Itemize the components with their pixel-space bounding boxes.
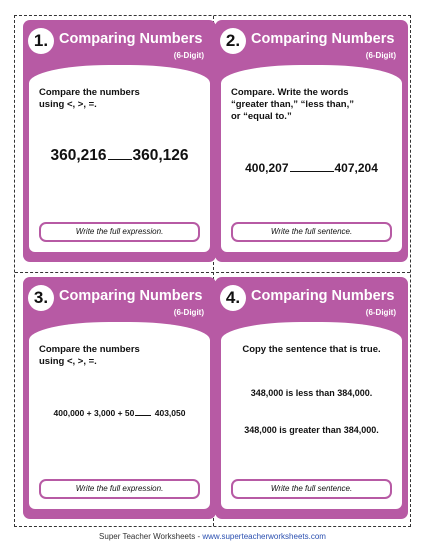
question-text: Compare the numbers using <, >, =.	[39, 87, 140, 110]
right-value: 407,204	[334, 161, 378, 175]
question-text	[231, 87, 395, 123]
left-value: 360,216	[50, 147, 107, 164]
answer-box: Write the full sentence.	[231, 222, 392, 242]
card-title: Comparing Numbers	[59, 31, 203, 47]
task-card-1	[23, 20, 216, 262]
card-number: 1.	[28, 28, 54, 54]
footer-text: Super Teacher Worksheets -	[99, 532, 203, 541]
answer-blank	[108, 159, 132, 160]
card-panel	[29, 322, 210, 509]
card-panel	[221, 65, 402, 252]
left-value: 400,000 + 3,000 + 50	[53, 408, 135, 418]
task-card-4	[215, 277, 408, 519]
card-title: Comparing Numbers	[59, 288, 203, 304]
card-number: 3.	[28, 285, 54, 311]
task-card-2	[215, 20, 408, 262]
footer-link[interactable]: www.superteacherworksheets.com	[202, 532, 326, 541]
comparison-expression	[29, 147, 210, 165]
question-line: or “equal to.”	[231, 111, 292, 122]
footer	[0, 532, 425, 541]
left-value: 400,207	[245, 161, 289, 175]
task-card-3	[23, 277, 216, 519]
horizontal-cut-line	[15, 272, 410, 273]
right-value: 403,050	[154, 408, 186, 418]
question-line: Compare. Write the words	[231, 87, 349, 98]
card-number: 4.	[220, 285, 246, 311]
card-subtitle: (6-Digit)	[365, 308, 396, 317]
question-text: Compare the numbers using <, >, =.	[39, 344, 140, 367]
statement-option: 348,000 is greater than 384,000.	[244, 425, 379, 435]
question-line: “greater than,” “less than,”	[231, 99, 355, 110]
card-number: 2.	[220, 28, 246, 54]
question-text: Copy the sentence that is true.	[242, 344, 381, 355]
card-subtitle: (6-Digit)	[365, 51, 396, 60]
card-title: Comparing Numbers	[251, 31, 395, 47]
answer-blank	[135, 415, 151, 416]
right-value: 360,126	[132, 147, 189, 164]
answer-box: Write the full sentence.	[231, 479, 392, 499]
answer-blank	[290, 171, 334, 172]
comparison-expression	[29, 408, 210, 418]
answer-box: Write the full expression.	[39, 479, 200, 499]
card-title: Comparing Numbers	[251, 288, 395, 304]
statement-option: 348,000 is less than 384,000.	[250, 388, 373, 398]
card-subtitle: (6-Digit)	[173, 308, 204, 317]
comparison-expression	[221, 161, 402, 175]
answer-box: Write the full expression.	[39, 222, 200, 242]
card-panel	[221, 322, 402, 509]
card-panel	[29, 65, 210, 252]
card-subtitle: (6-Digit)	[173, 51, 204, 60]
